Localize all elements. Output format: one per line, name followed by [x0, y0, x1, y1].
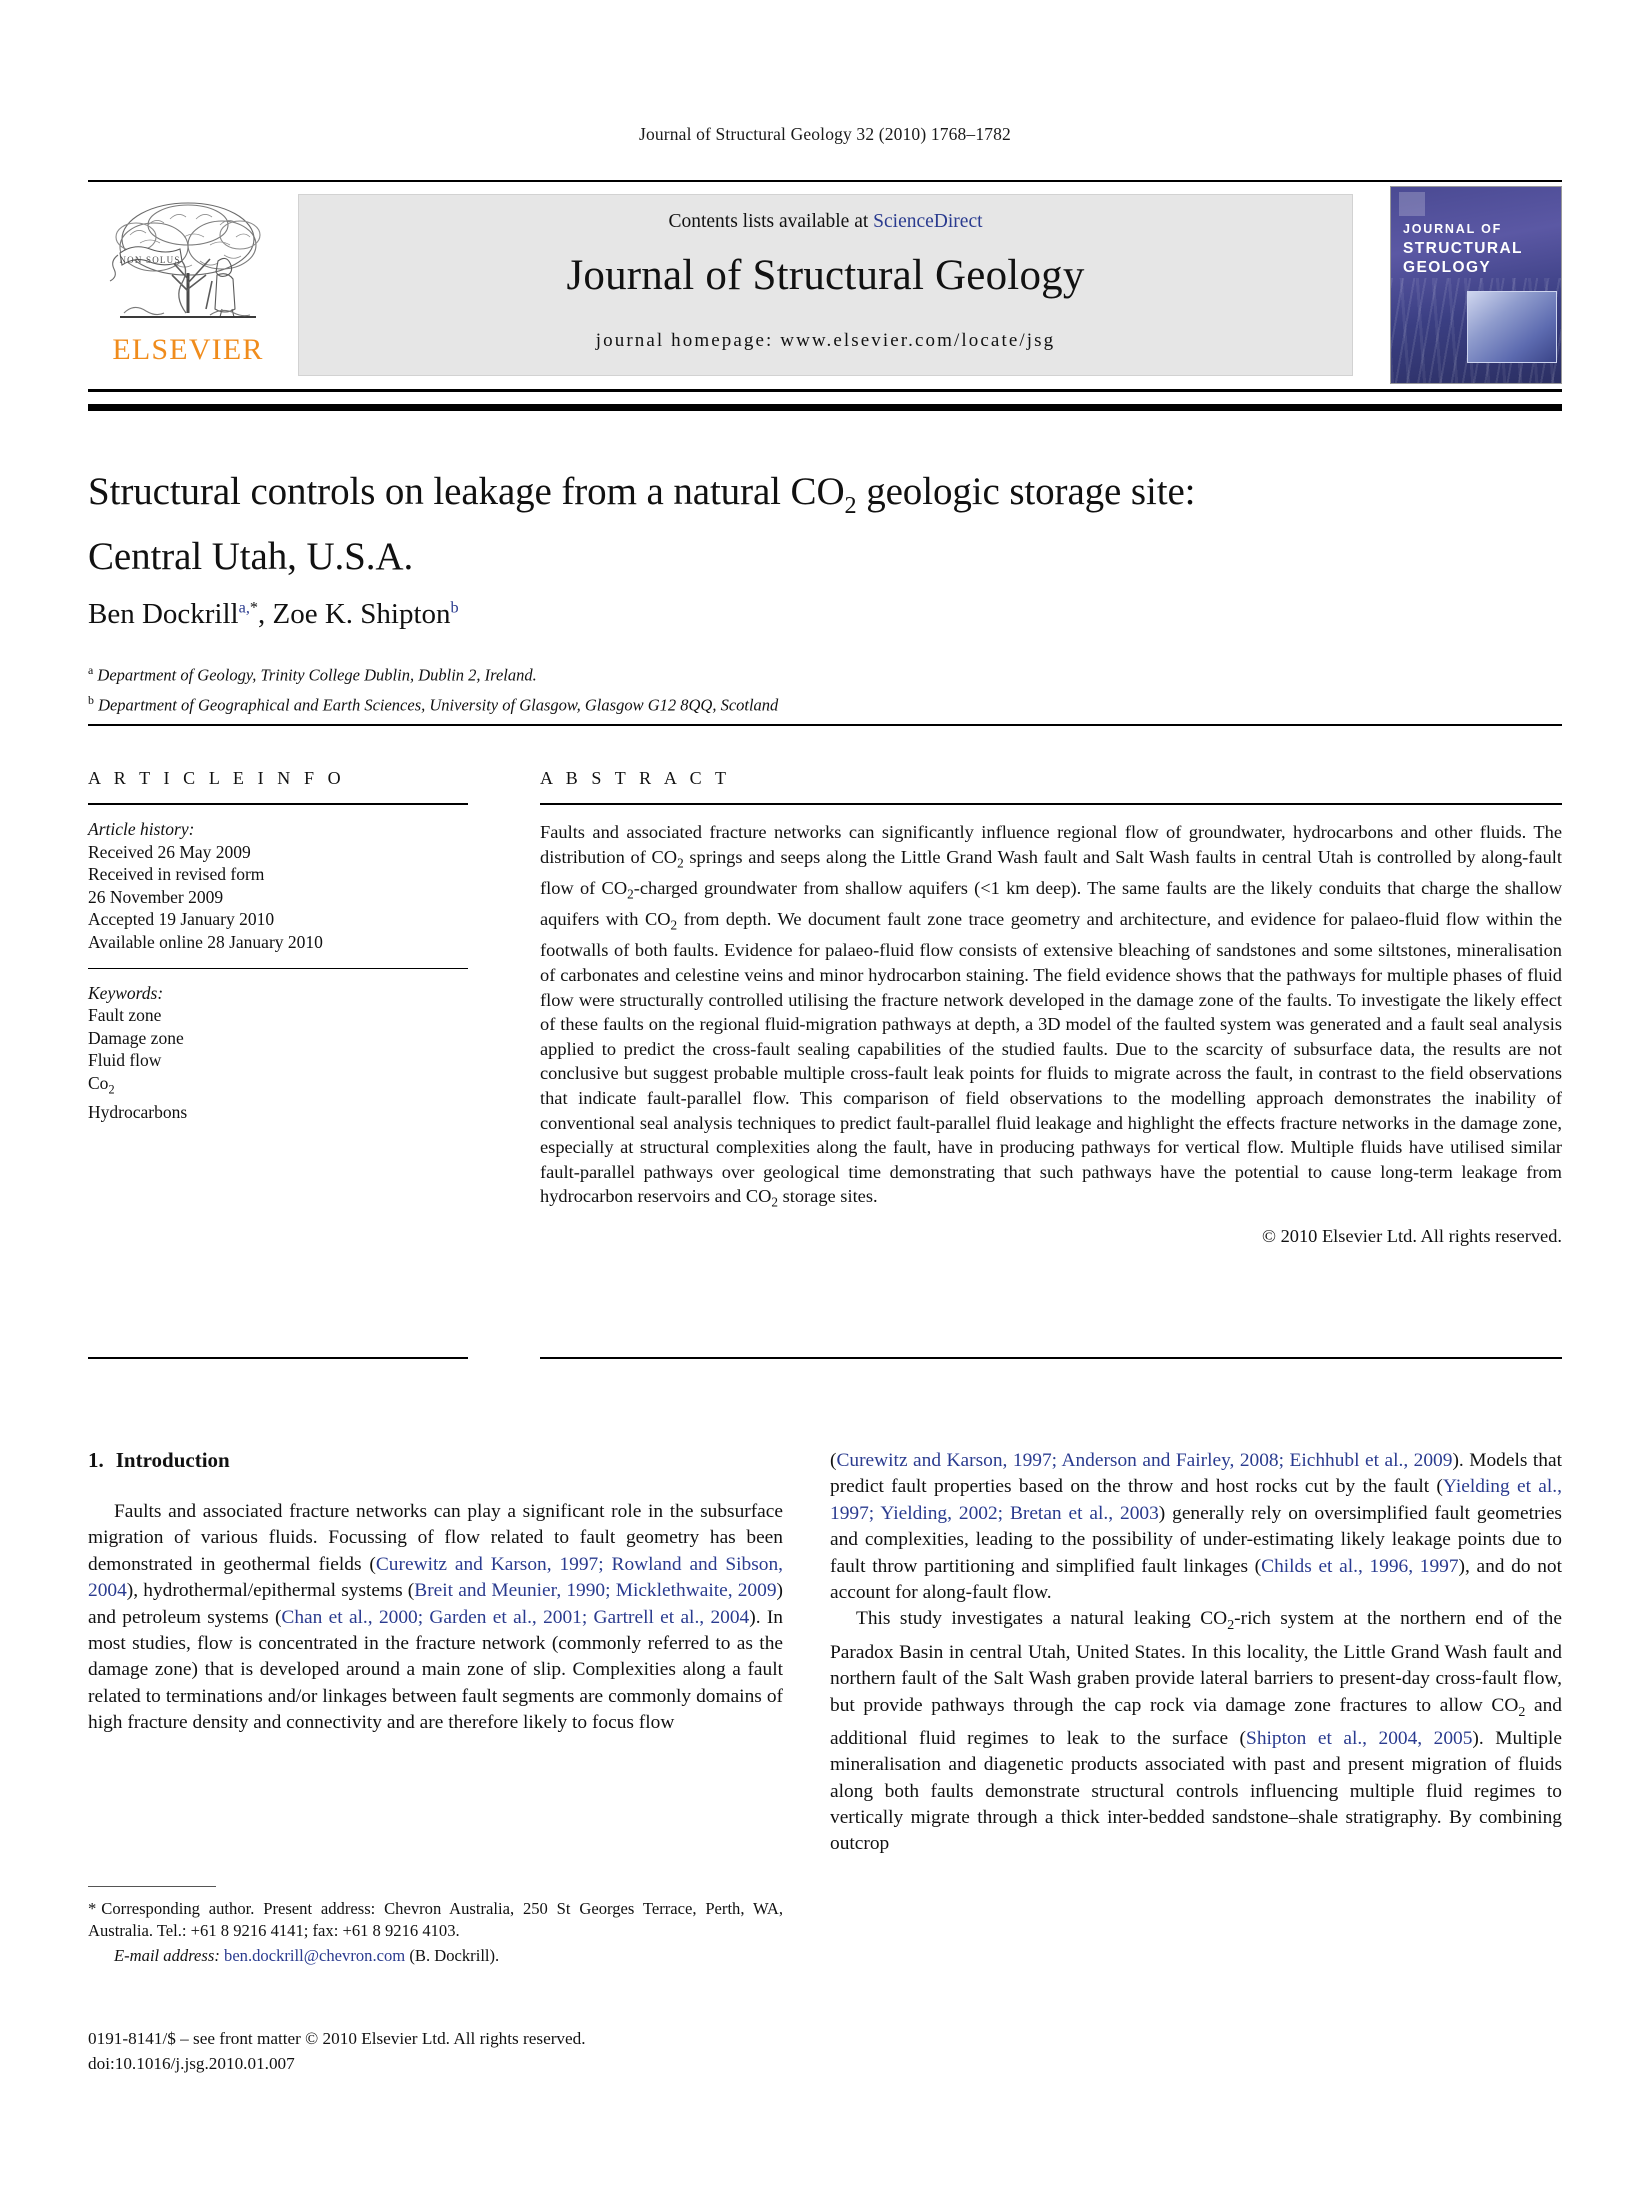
footnote-body: Corresponding author. Present address: Chevron Australia, 250 St Georges Terrace, Perth, WA, Australia. Tel.: +61 8 9216 4141; fax: +61 8 9216 4103. [88, 1899, 783, 1941]
keywords-rule [88, 968, 468, 969]
imprint-block [88, 2026, 848, 2076]
cover-line-2: STRUCTURAL [1403, 240, 1523, 257]
journal-title: Journal of Structural Geology [566, 252, 1085, 299]
article-history-item: Available online 28 January 2010 [88, 931, 323, 952]
article-history-item: Received in revised form [88, 864, 265, 885]
introduction-paragraph-3 [830, 1606, 1562, 1857]
section-number: 1. [88, 1448, 104, 1472]
elsevier-wordmark: ELSEVIER [112, 333, 264, 366]
paragraph-text: ), and do not account for along-fault flow. [830, 1555, 1562, 1604]
footnote-star-marker: * [88, 1899, 97, 1918]
article-info-heading: A R T I C L E I N F O [88, 768, 346, 788]
citation-link[interactable]: Chan et al., 2000; Garden et al., 2001; Gartrell et al., 2004 [281, 1606, 750, 1628]
affiliation-a-text: Department of Geology, Trinity College Dublin, Dublin 2, Ireland. [97, 665, 537, 685]
corresponding-author-marker: * [249, 598, 258, 617]
article-info-rule [88, 803, 468, 805]
corresponding-author-footnote [88, 1886, 783, 1967]
citation-link[interactable]: Childs et al., 1996, 1997 [1261, 1555, 1459, 1577]
keyword-item: Damage zone [88, 1027, 184, 1048]
paragraph-text: Faults and associated fracture networks can play a significant role in the subsurface migration of various fluids. Focussing of flow related to fault geometry has been demonstrated in geothermal fields ( [88, 1501, 783, 1575]
abstract-bottom-rule [540, 1357, 1562, 1359]
citation-link[interactable]: Shipton et al., 2004, 2005 [1246, 1727, 1473, 1749]
introduction-left-column [88, 1448, 783, 1737]
affiliation-b-text: Department of Geographical and Earth Sciences, University of Glasgow, Glasgow G12 8QQ, Scotland [98, 695, 779, 714]
masthead-thick-rule [88, 404, 1562, 411]
author-1-name: Ben Dockrill [88, 598, 239, 630]
footnote-email-line [88, 1945, 783, 1967]
affiliation-b [88, 688, 1428, 718]
info-bottom-rule [88, 1357, 468, 1359]
issn-front-matter-line: 0191-8141/$ – see front matter © 2010 Elsevier Ltd. All rights reserved. [88, 2029, 586, 2048]
title-subscript-2: 2 [844, 491, 857, 519]
elsevier-logo [88, 193, 288, 381]
masthead-bottom-rule [88, 389, 1562, 392]
cover-title-text [1403, 220, 1553, 277]
author-separator: , [258, 598, 273, 630]
non-solus-motto: NON SOLUS [119, 255, 181, 265]
citation-link[interactable]: Yielding et al., 1997; Yielding, 2002; Bretan et al., 2003 [830, 1476, 1562, 1524]
cover-publisher-mark [1399, 192, 1425, 216]
keyword-item: Hydrocarbons [88, 1102, 188, 1123]
page-title [88, 466, 1428, 582]
introduction-paragraph-2 [830, 1448, 1562, 1606]
paragraph-text: ). Models that predict fault properties based on the throw and host rocks cut by the fault ( [830, 1450, 1562, 1498]
cover-line-3: GEOLOGY [1403, 259, 1492, 276]
cover-line-1: JOURNAL OF [1403, 222, 1503, 236]
doi-line: doi:10.1016/j.jsg.2010.01.007 [88, 2054, 295, 2073]
elsevier-tree-icon [100, 195, 276, 335]
introduction-heading [88, 1448, 783, 1473]
title-line-2: Central Utah, U.S.A. [88, 534, 414, 578]
article-history-label: Article history: [88, 819, 195, 839]
author-2-affil-marker: b [450, 598, 459, 617]
article-history-item: Accepted 19 January 2010 [88, 909, 275, 930]
paragraph-text: ) and petroleum systems ( [88, 1580, 783, 1628]
email-label: E-mail address: [114, 1945, 220, 1965]
article-history-block [88, 818, 468, 954]
footnote-divider [88, 1886, 216, 1887]
introduction-paragraph-1 [88, 1499, 783, 1737]
keyword-item: Fluid flow [88, 1050, 162, 1071]
email-owner: (B. Dockrill). [409, 1945, 500, 1965]
paragraph-text: ). In most studies, flow is concentrated in the fracture network (commonly referred to as the damage zone) that is developed around a main zone of slip. Complexities along a fault related to terminations and/or linkages between fault segments are commonly domains of high fracture density and connectivity and are therefore likely to focus flow [88, 1606, 783, 1734]
abstract-copyright: © 2010 Elsevier Ltd. All rights reserved. [1262, 1225, 1562, 1246]
journal-cover-thumbnail [1390, 186, 1562, 384]
sciencedirect-banner [298, 194, 1353, 376]
keyword-item: $Co_2$ [88, 1072, 115, 1097]
affiliation-a [88, 658, 1428, 688]
abstract-column [540, 768, 1562, 1247]
title-part-1: Structural controls on leakage from a natural CO [88, 470, 845, 513]
title-part-2: geologic storage site: [856, 470, 1196, 513]
citation-link[interactable]: Curewitz and Karson, 1997; Anderson and Fairley, 2008; Eichhubl et al., 2009 [836, 1450, 1453, 1471]
abstract-text: Faults and associated fracture networks can significantly influence regional flow of groundwater, hydrocarbons and other fluids. The distribution of $CO_2$ springs and seeps along the Little Grand Wash fault and Salt Wash faults in central Utah is controlled by along-fault flow of $CO_2$-charged groundwater from shallow aquifers (<1 km deep). The same faults are the likely conduits that charge the shallow aquifers with $CO_2$ from depth. We document fault zone trace geometry and architecture, and evidence for palaeo-fluid flow within the footwalls of both faults. Evidence for palaeo-fluid flow consists of extensive bleaching of sandstones and some siltstones, mineralisation of carbonates and celestine veins and minor hydrocarbon staining. The field evidence shows that the pathways for multiple phases of fluid flow were structurally controlled utilising the fracture network developed in the damage zone of the faults. To investigate the likely effect of these faults on the regional fluid-migration pathways at depth, a 3D model of the faulted system was generated and a fault seal analysis applied to predict the cross-fault sealing capabilities of the studied faults. Due to the scarcity of subsurface data, the results are not conclusive but suggest probable multiple cross-fault leak points for fluids to migrate across the fault, in contrast to the field observations that indicate fault-parallel flow. This comparison of field observations to the modelling approach demonstrates the inability of conventional seal analysis techniques to predict fault-parallel fluid leakage and highlight the effects fracture networks in the damage zone, especially at structural complexities along the fault, have in producing pathways for vertical flow. Multiple fluids have utilised similar fault-parallel pathways over geological time demonstrating that such pathways have the potential to cause long-term leakage from hydrocarbon reservoirs and $CO_2$ storage sites. [540, 822, 1562, 1210]
sciencedirect-link[interactable]: ScienceDirect [873, 211, 983, 232]
affiliation-a-marker: a [88, 663, 94, 677]
article-history-item: Received 26 May 2009 [88, 841, 251, 862]
abstract-rule [540, 803, 1562, 805]
paragraph-text: ) generally rely on oversimplified fault geometries and complexities, leading to the possibility of under-estimating likely leakage points due to fault throw partitioning and simplified fault linkages ( [830, 1502, 1562, 1577]
author-2-name: Zoe K. Shipton [272, 598, 451, 630]
introduction-right-column [830, 1448, 1562, 1858]
affiliation-divider [88, 724, 1562, 726]
affiliation-b-marker: b [88, 692, 94, 707]
citation-link[interactable]: Breit and Meunier, 1990; Micklethwaite, 2009 [414, 1580, 777, 1602]
email-address-link[interactable]: ben.dockrill@chevron.com [224, 1945, 406, 1965]
article-history-item: 26 November 2009 [88, 886, 224, 907]
journal-masthead [88, 180, 1562, 392]
masthead-top-rule [88, 180, 1562, 182]
paragraph-text: This study investigates a natural leaking $CO_2$-rich system at the northern end of the Paradox Basin in central Utah, United States. In this locality, the Little Grand Wash fault and northern fault of the Salt Wash graben provide lateral barriers to present-day cross-fault flow, but provide pathways through the cap rock via damage zone fractures to allow $CO_2$ and additional fluid regimes to leak to the surface ( [830, 1608, 1562, 1749]
author-list [88, 598, 1388, 631]
journal-homepage-link[interactable]: journal homepage: www.elsevier.com/locate/jsg [595, 330, 1056, 351]
section-title: Introduction [115, 1448, 230, 1472]
author-1-affil-marker: a, [238, 598, 250, 617]
article-info-column [88, 768, 468, 1124]
footnote-text [88, 1898, 783, 1943]
contents-available-line [299, 211, 1352, 233]
running-head: Journal of Structural Geology 32 (2010) 1768–1782 [639, 124, 1011, 144]
keywords-label: Keywords: [88, 982, 164, 1003]
abstract-heading: A B S T R A C T [540, 768, 731, 788]
contents-prefix: Contents lists available at [668, 211, 874, 232]
paragraph-text: ). Multiple mineralisation and diagenetic products associated with past and present migration of fluids along both faults demonstrate structural controls influencing multiple fluid regimes to vertically migrate through a thick inter-bedded sandstone–shale stratigraphy. By combining outcrop [830, 1727, 1563, 1855]
citation-link[interactable]: Curewitz and Karson, 1997; Rowland and Sibson, 2004 [88, 1553, 783, 1602]
paragraph-text: ), hydrothermal/epithermal systems ( [126, 1580, 415, 1602]
keyword-co2-text: Co [88, 1072, 109, 1093]
affiliations [88, 658, 1428, 717]
keyword-item: Fault zone [88, 1005, 162, 1026]
paragraph-text: ( [830, 1450, 837, 1471]
cover-photo-inset [1467, 291, 1557, 363]
keywords-block [88, 982, 468, 1124]
